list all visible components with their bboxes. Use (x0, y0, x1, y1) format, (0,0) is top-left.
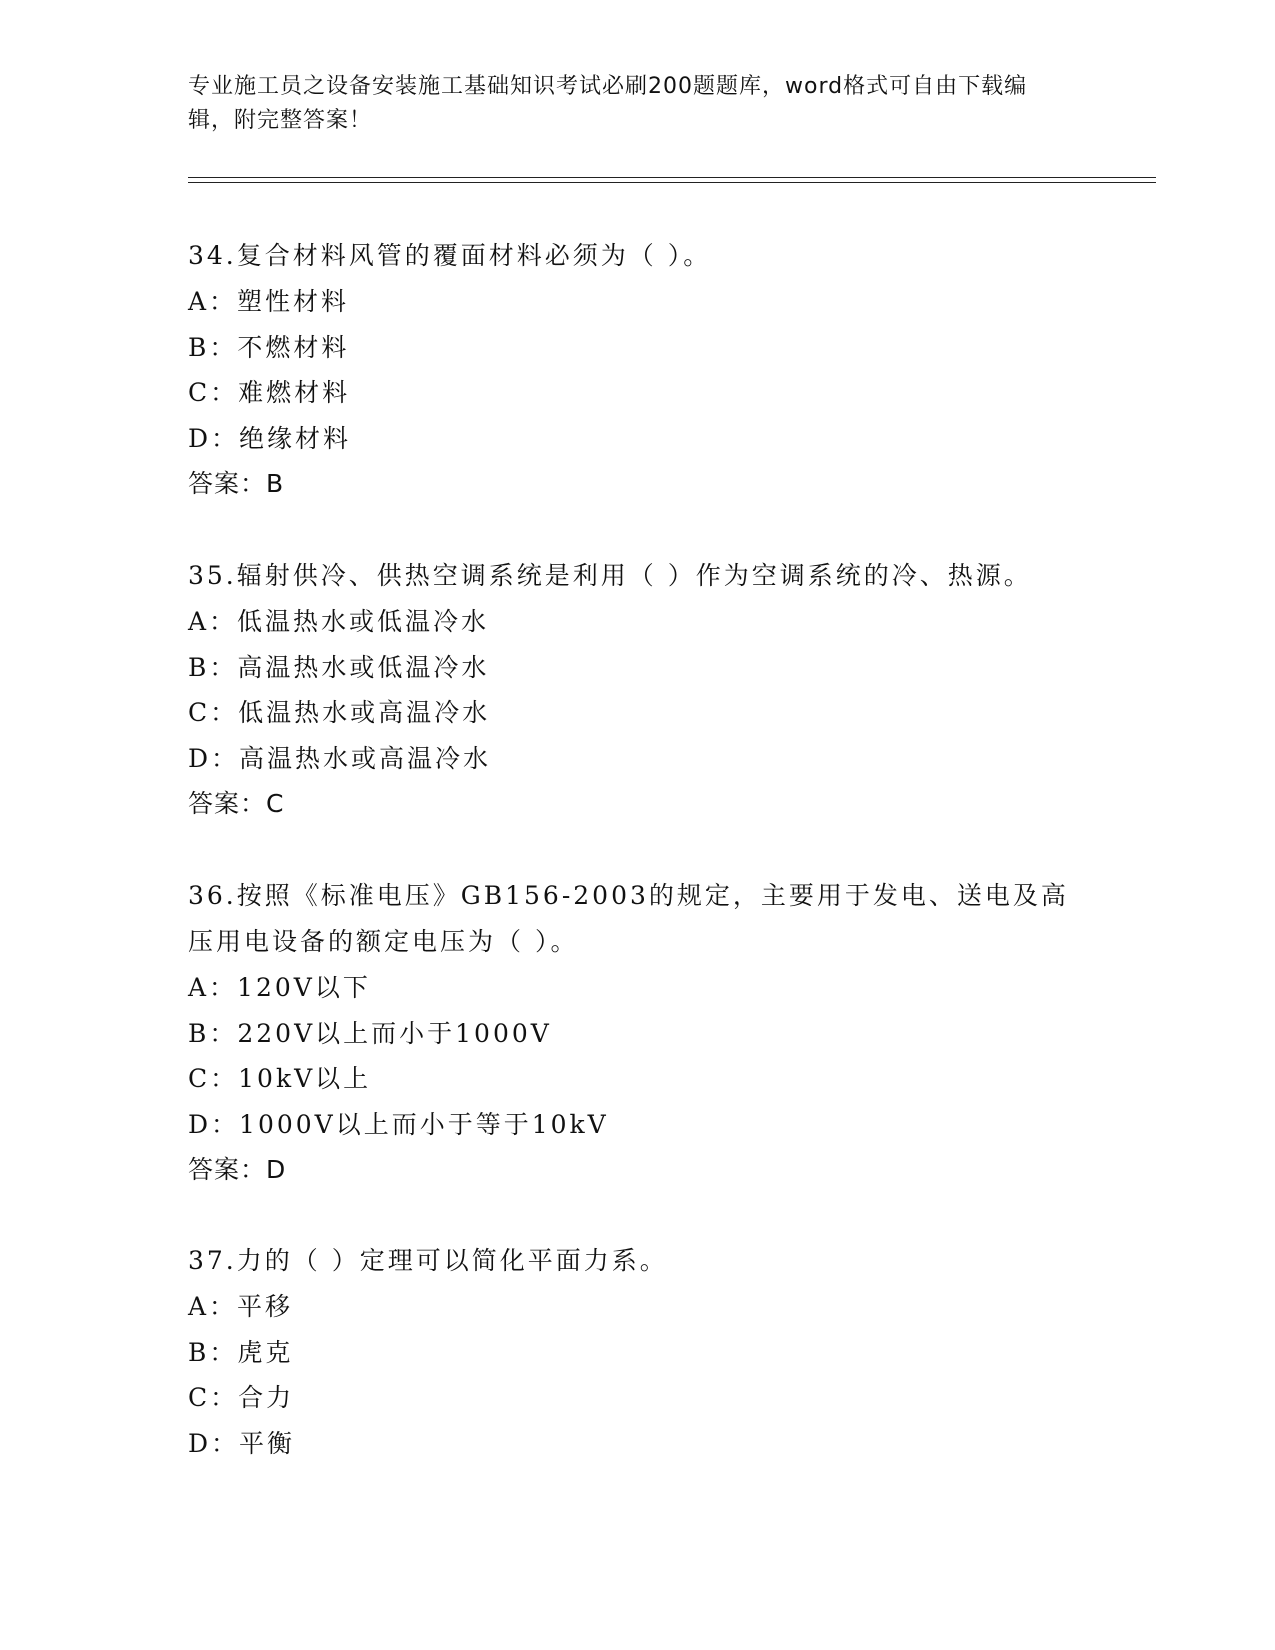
option-a: A：塑性材料 (188, 287, 350, 316)
option-d: D：绝缘材料 (188, 423, 352, 453)
option-b: B：不燃材料 (188, 332, 350, 362)
option-d: D：高温热水或高温冷水 (188, 743, 492, 773)
option-a: A：平移 (188, 1292, 294, 1321)
option-c: C：合力 (188, 1383, 295, 1412)
question-37 (188, 1238, 1088, 1466)
option-c: C：难燃材料 (188, 378, 351, 407)
option-a: A：120V以下 (188, 973, 371, 1002)
question-stem: 35.辐射供冷、供热空调系统是利用（ ）作为空调系统的冷、热源。 (188, 561, 1032, 590)
header-divider-bottom (188, 182, 1156, 183)
answer: 答案：D (188, 1155, 287, 1184)
question-stem: 36.按照《标准电压》GB156-2003的规定，主要用于发电、送电及高压用电设备的额定电压为（ ）。 (188, 881, 1069, 956)
option-d: D：1000V以上而小于等于10kV (188, 1109, 609, 1139)
option-b: B：220V以上而小于1000V (188, 1018, 552, 1048)
answer: 答案：B (188, 469, 285, 498)
header-divider-top (188, 177, 1156, 178)
question-36 (188, 873, 1088, 1192)
option-c: C：10kV以上 (188, 1064, 372, 1093)
question-stem: 34.复合材料风管的覆面材料必须为（ ）。 (188, 241, 712, 270)
question-stem: 37.力的（ ）定理可以简化平面力系。 (188, 1246, 668, 1275)
option-b: B：虎克 (188, 1337, 294, 1367)
question-35 (188, 553, 1088, 826)
option-d: D：平衡 (188, 1428, 296, 1458)
question-34 (188, 233, 1088, 506)
option-b: B：高温热水或低温冷水 (188, 652, 490, 682)
option-c: C：低温热水或高温冷水 (188, 698, 491, 727)
answer: 答案：C (188, 789, 285, 818)
document-header: 专业施工员之设备安装施工基础知识考试必刷200题题库，word格式可自由下载编辑，附完整答案！ (188, 74, 1028, 133)
option-a: A：低温热水或低温冷水 (188, 607, 490, 636)
